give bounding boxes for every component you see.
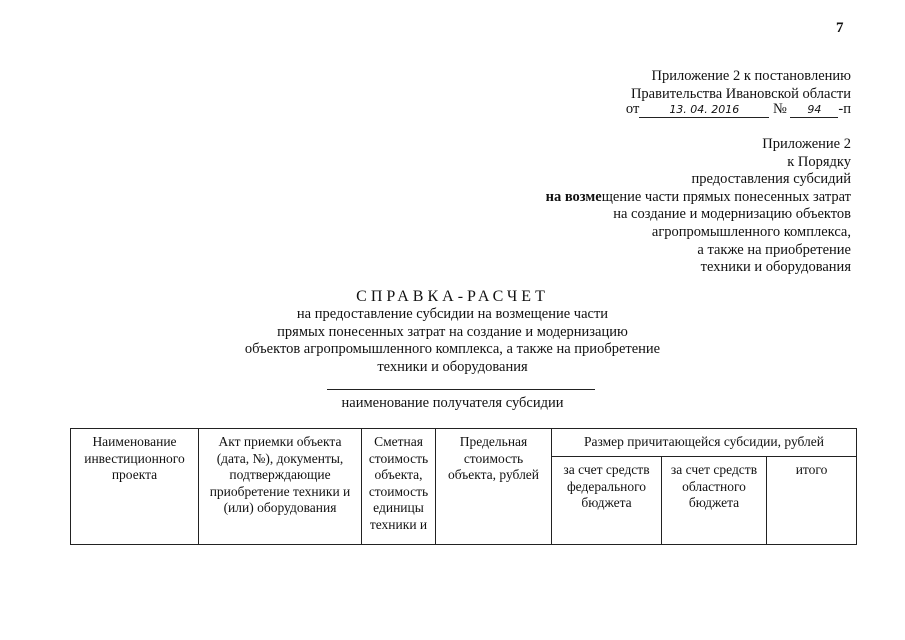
number-suffix: -п — [838, 101, 851, 117]
header-acceptance-act: Акт приемки объекта (дата, №), документы, подтверждающие приобретение техники и (или) оборудования — [199, 429, 362, 545]
header-estimated-cost: Сметная стоимость объекта, стоимость единицы техники и — [362, 429, 436, 545]
subtitle-line: на предоставление субсидии на возмещение части — [296, 306, 609, 322]
header-total: итого — [767, 457, 857, 545]
appendix-line — [546, 189, 851, 207]
appendix-line: Приложение 2 — [762, 136, 851, 152]
appendix-header-line: Приложение 2 к постановлению — [651, 68, 851, 84]
appendix-line: а также на приобретение — [697, 241, 851, 258]
recipient-name-line — [327, 389, 595, 390]
header-federal-budget: за счет средств федерального бюджета — [552, 457, 662, 545]
from-label: от — [625, 101, 640, 117]
decree-date: 13. 04. 2016 — [639, 103, 769, 118]
appendix-line: агропромышленного комплекса, — [651, 223, 851, 240]
appendix-line: техники и оборудования — [700, 259, 851, 276]
decree-date-number — [626, 101, 851, 118]
number-label: № — [772, 101, 787, 117]
header-regional-budget: за счет средств областного бюджета — [662, 457, 767, 545]
document-title: СПРАВКА-РАСЧЕТ — [356, 288, 549, 305]
appendix-line-bold: на возме — [545, 188, 602, 205]
document-subtitle — [0, 306, 905, 376]
calculation-table — [70, 428, 857, 545]
appendix-header-line: Правительства Ивановской области — [630, 86, 851, 102]
subtitle-line: техники и оборудования — [377, 358, 528, 375]
appendix-line: предоставления субсидий — [691, 171, 851, 188]
appendix-header — [631, 67, 851, 103]
subtitle-line: объектов агропромышленного комплекса, а также на приобретение — [244, 341, 661, 357]
header-project-name: Наименование инвестиционного проекта — [71, 429, 199, 545]
appendix-to-order — [546, 136, 851, 277]
appendix-line: к Порядку — [787, 153, 851, 170]
appendix-line: на создание и модернизацию объектов — [613, 206, 851, 223]
appendix-line-rest: щение части прямых понесенных затрат — [601, 188, 851, 205]
subtitle-line: прямых понесенных затрат на создание и модернизацию — [277, 323, 628, 340]
decree-number: 94 — [790, 103, 838, 118]
recipient-caption: наименование получателя субсидии — [341, 395, 564, 411]
header-limit-cost: Предельная стоимость объекта, рублей — [436, 429, 552, 545]
header-subsidy-amount: Размер причитающейся субсидии, рублей — [552, 429, 857, 457]
page-number: 7 — [836, 20, 844, 36]
